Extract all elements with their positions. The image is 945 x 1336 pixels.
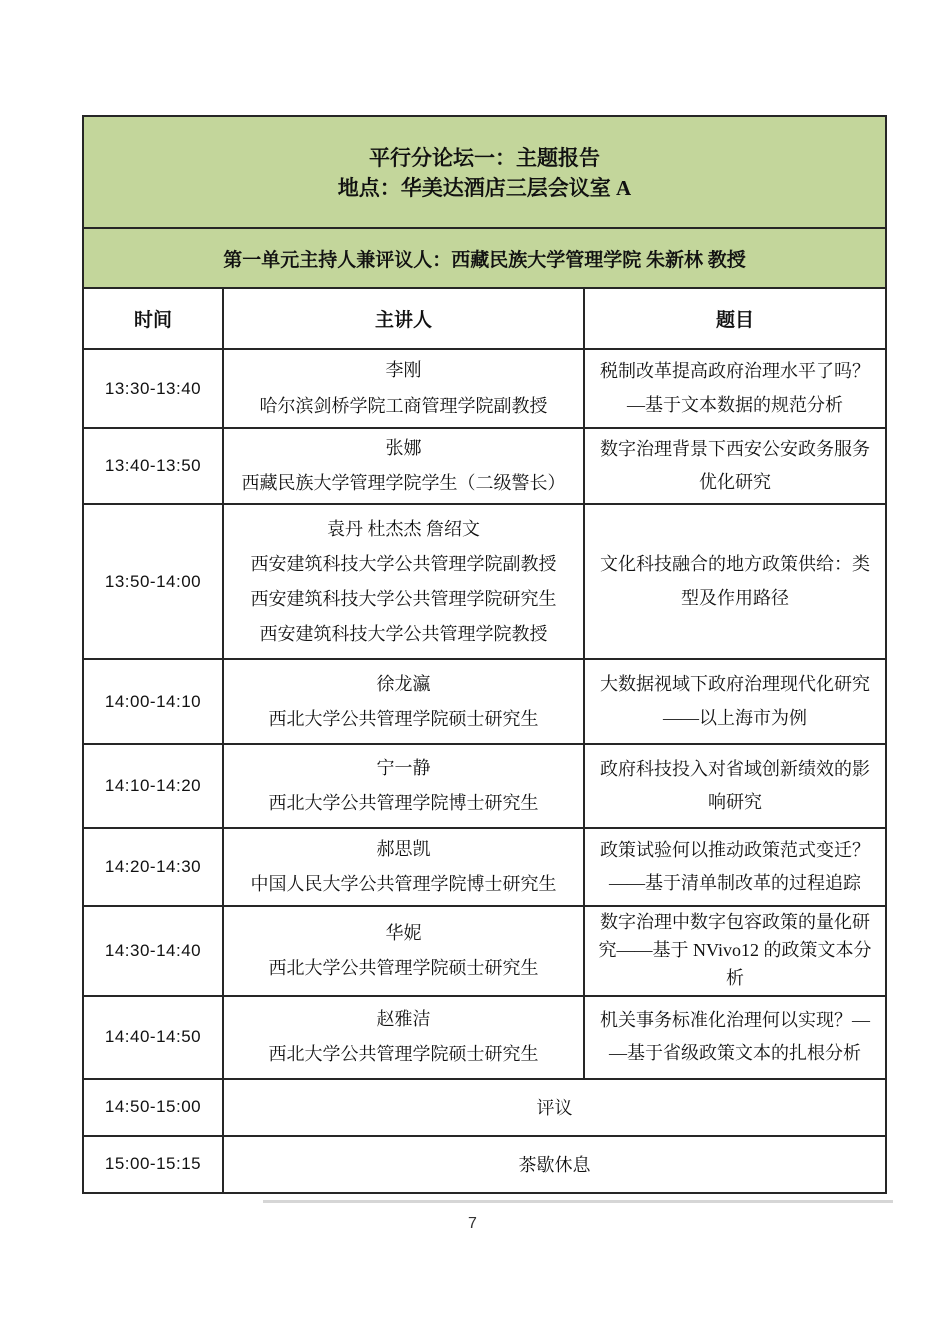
table-row — [83, 996, 886, 1079]
speaker-cell — [223, 996, 584, 1079]
speaker-name: 李刚 — [385, 360, 422, 381]
column-header-time: 时间 — [83, 288, 223, 349]
column-header-topic: 题目 — [584, 288, 886, 349]
speaker-affiliation: 西北大学公共管理学院硕士研究生 — [268, 958, 539, 979]
topic-line: 数字治理背景下西安公安政务服务 — [600, 438, 870, 459]
topic-line: 税制改革提高政府治理水平了吗？ — [600, 361, 870, 382]
topic-line: 机关事务标准化治理何以实现？— — [600, 1010, 870, 1031]
table-row-merged — [83, 1079, 886, 1136]
topic-line: 型及作用路径 — [681, 587, 789, 608]
topic-cell — [584, 349, 886, 428]
speaker-affiliation: 西藏民族大学管理学院学生（二级警长） — [241, 473, 566, 494]
topic-line: 数字治理中数字包容政策的量化研 — [600, 912, 870, 933]
time-cell: 14:30-14:40 — [83, 906, 223, 996]
speaker-affiliation: 哈尔滨剑桥学院工商管理学院副教授 — [259, 395, 548, 416]
merged-activity-cell: 茶歇休息 — [223, 1136, 886, 1193]
session-header-cell: 第一单元主持人兼评议人：西藏民族大学管理学院 朱新林 教授 — [83, 228, 886, 288]
speaker-affiliation: 西安建筑科技大学公共管理学院副教授 — [250, 553, 557, 574]
table-row — [83, 504, 886, 659]
time-cell: 14:40-14:50 — [83, 996, 223, 1079]
topic-line: 政策试验何以推动政策范式变迁？ — [600, 839, 870, 860]
speaker-name: 华妮 — [385, 922, 422, 943]
table-row-merged — [83, 1136, 886, 1193]
speaker-name: 袁丹 杜杰杰 詹绍文 — [327, 518, 480, 539]
topic-cell — [584, 906, 886, 996]
session-header-row — [83, 228, 886, 288]
merged-activity-cell: 评议 — [223, 1079, 886, 1136]
topic-line: ——以上海市为例 — [663, 707, 807, 728]
speaker-affiliation: 中国人民大学公共管理学院博士研究生 — [250, 874, 557, 895]
speaker-cell — [223, 828, 584, 906]
speaker-affiliation: 西北大学公共管理学院硕士研究生 — [268, 708, 539, 729]
table-row — [83, 744, 886, 828]
topic-line: —基于文本数据的规范分析 — [627, 394, 843, 415]
speaker-name: 郝思凯 — [376, 839, 431, 860]
time-cell: 14:20-14:30 — [83, 828, 223, 906]
time-cell: 13:40-13:50 — [83, 428, 223, 504]
topic-cell — [584, 744, 886, 828]
forum-location: 地点：华美达酒店三层会议室 A — [337, 176, 632, 200]
table-row — [83, 349, 886, 428]
speaker-name: 宁一静 — [376, 758, 431, 779]
speaker-cell — [223, 504, 584, 659]
topic-line: 析 — [726, 967, 744, 988]
speaker-cell — [223, 659, 584, 744]
table-row — [83, 828, 886, 906]
topic-line: ——基于清单制改革的过程追踪 — [609, 873, 861, 894]
time-cell: 14:10-14:20 — [83, 744, 223, 828]
speaker-affiliation: 西安建筑科技大学公共管理学院研究生 — [250, 588, 557, 609]
topic-line: 响研究 — [708, 792, 762, 813]
speaker-name: 徐龙瀛 — [376, 673, 431, 694]
speaker-affiliation: 西安建筑科技大学公共管理学院教授 — [259, 623, 548, 644]
scan-artifact-line — [263, 1200, 893, 1203]
speaker-cell — [223, 744, 584, 828]
topic-cell — [584, 428, 886, 504]
page-number: 7 — [468, 1215, 477, 1232]
time-cell: 13:30-13:40 — [83, 349, 223, 428]
topic-line: 文化科技融合的地方政策供给：类 — [600, 554, 870, 575]
forum-schedule-table — [82, 115, 887, 1194]
topic-line: 究——基于 NVivo12 的政策文本分 — [598, 940, 872, 961]
column-header-row — [83, 288, 886, 349]
time-cell: 13:50-14:00 — [83, 504, 223, 659]
speaker-name: 赵雅洁 — [376, 1009, 431, 1030]
speaker-name: 张娜 — [385, 438, 422, 458]
table-row — [83, 659, 886, 744]
time-cell: 14:50-15:00 — [83, 1079, 223, 1136]
topic-cell — [584, 996, 886, 1079]
speaker-affiliation: 西北大学公共管理学院博士研究生 — [268, 793, 539, 814]
topic-line: 优化研究 — [699, 472, 771, 493]
speaker-affiliation: 西北大学公共管理学院硕士研究生 — [268, 1044, 539, 1065]
speaker-cell — [223, 349, 584, 428]
topic-line: 政府科技投入对省域创新绩效的影 — [600, 758, 870, 779]
forum-banner-row — [83, 116, 886, 228]
forum-banner-cell — [83, 116, 886, 228]
topic-cell — [584, 659, 886, 744]
time-cell: 15:00-15:15 — [83, 1136, 223, 1193]
speaker-cell — [223, 906, 584, 996]
forum-title: 平行分论坛一：主题报告 — [369, 146, 600, 170]
time-cell: 14:00-14:10 — [83, 659, 223, 744]
topic-cell — [584, 504, 886, 659]
topic-line: 大数据视域下政府治理现代化研究 — [600, 674, 870, 695]
column-header-speaker: 主讲人 — [223, 288, 584, 349]
topic-line: —基于省级政策文本的扎根分析 — [609, 1043, 861, 1064]
table-row — [83, 428, 886, 504]
topic-cell — [584, 828, 886, 906]
speaker-cell — [223, 428, 584, 504]
table-row — [83, 906, 886, 996]
